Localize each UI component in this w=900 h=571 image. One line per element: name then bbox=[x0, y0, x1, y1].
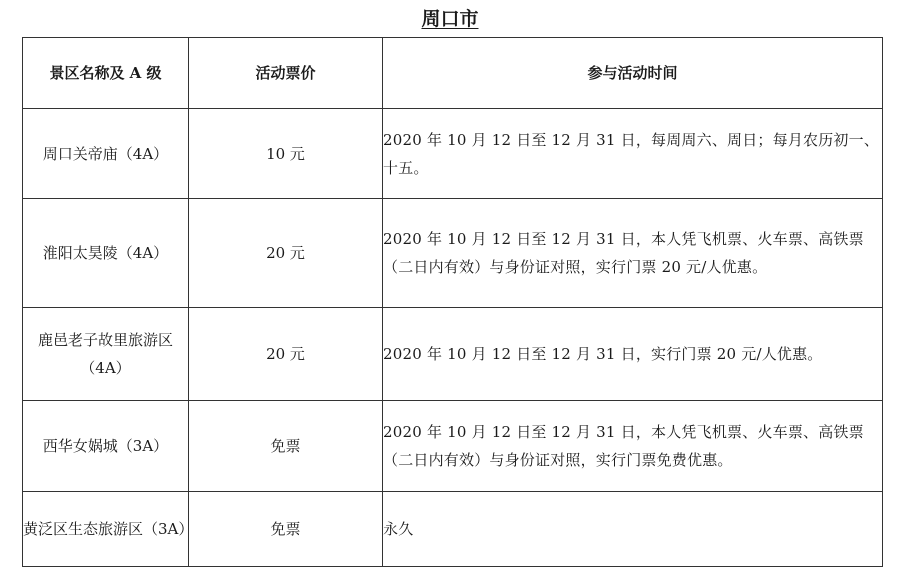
header-price: 活动票价 bbox=[189, 38, 383, 109]
activity-time: 2020 年 10 月 12 日至 12 月 31 日，本人凭飞机票、火车票、高铁票（二日内有效）与身份证对照，实行门票免费优惠。 bbox=[383, 401, 883, 492]
attraction-name: 淮阳太昊陵（4A） bbox=[23, 199, 189, 308]
activity-time: 2020 年 10 月 12 日至 12 月 31 日，本人凭飞机票、火车票、高铁票（二日内有效）与身份证对照，实行门票 20 元/人优惠。 bbox=[383, 199, 883, 308]
table-row bbox=[23, 109, 883, 199]
attraction-name: 鹿邑老子故里旅游区（4A） bbox=[23, 308, 189, 401]
header-time: 参与活动时间 bbox=[383, 38, 883, 109]
ticket-price: 免票 bbox=[189, 492, 383, 567]
ticket-price: 20 元 bbox=[189, 199, 383, 308]
table-row bbox=[23, 308, 883, 401]
attractions-table bbox=[22, 37, 883, 567]
activity-time: 永久 bbox=[383, 492, 883, 567]
attraction-name: 黄泛区生态旅游区（3A） bbox=[23, 492, 189, 567]
activity-time: 2020 年 10 月 12 日至 12 月 31 日，每周周六、周日；每月农历初一、十五。 bbox=[383, 109, 883, 199]
table-row bbox=[23, 401, 883, 492]
header-name: 景区名称及 A 级 bbox=[23, 38, 189, 109]
table-row bbox=[23, 492, 883, 567]
attraction-name: 周口关帝庙（4A） bbox=[23, 109, 189, 199]
table-row bbox=[23, 199, 883, 308]
table-header-row bbox=[23, 38, 883, 109]
attraction-name: 西华女娲城（3A） bbox=[23, 401, 189, 492]
ticket-price: 免票 bbox=[189, 401, 383, 492]
ticket-price: 20 元 bbox=[189, 308, 383, 401]
page-title bbox=[0, 6, 900, 32]
page-title-text: 周口市 bbox=[421, 8, 479, 30]
ticket-price: 10 元 bbox=[189, 109, 383, 199]
activity-time: 2020 年 10 月 12 日至 12 月 31 日，实行门票 20 元/人优惠。 bbox=[383, 308, 883, 401]
